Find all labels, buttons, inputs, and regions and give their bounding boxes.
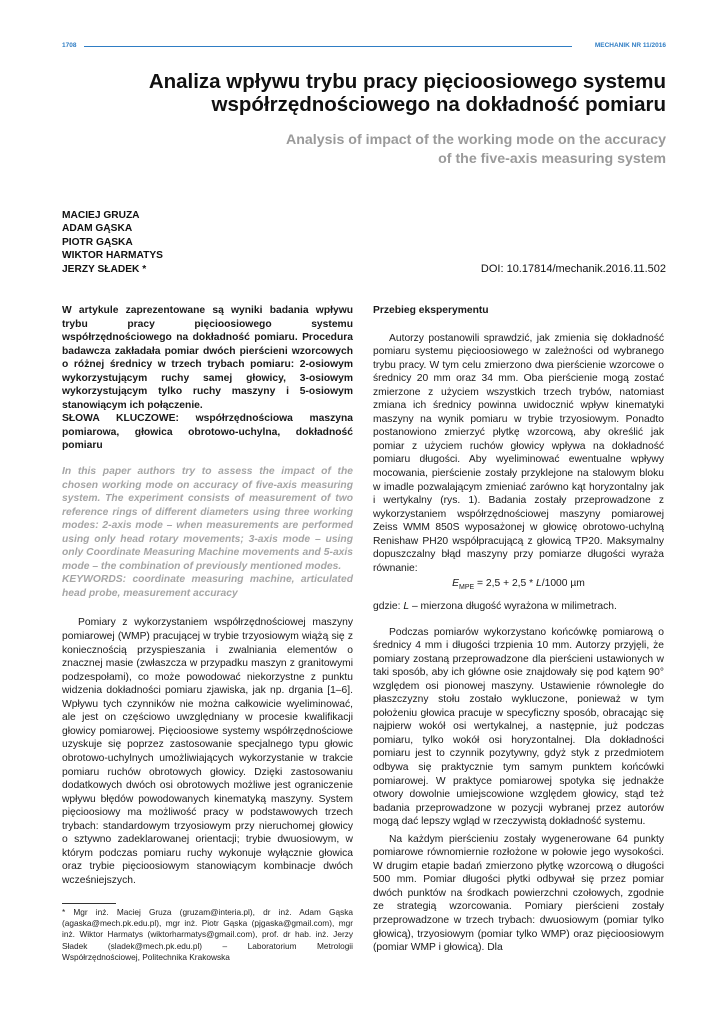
section-heading: Przebieg eksperymentu xyxy=(373,305,489,316)
keywords-pl: SŁOWA KLUCZOWE: współrzędnościowa maszyna pomiarowa, głowica obrotowo-uchylna, dokładność pomiaru xyxy=(62,413,353,452)
formula-variable: L xyxy=(536,578,542,590)
where-prefix: gdzie: xyxy=(373,600,404,612)
formula-expression: = 2,5 + 2,5 * xyxy=(474,578,536,590)
abstract-pl xyxy=(62,304,353,453)
right-column xyxy=(373,304,664,955)
footnote-rule xyxy=(62,903,116,904)
formula-subscript: MPE xyxy=(459,584,475,592)
header-rule xyxy=(84,46,572,47)
subtitle-line-2: of the five-axis measuring system xyxy=(438,151,666,167)
abstract-en xyxy=(62,465,353,600)
paragraph: Podczas pomiarów wykorzystano końcówkę pomiarową o średnicy 4 mm i długości trzpienia 10 mm. Autorzy przyjęli, że pomiary zostaną przeprowadzone dla pierścieni ustawionych w taki sposób, aby ich główne osie znajdowały się pod kątem 90° względem osi pionowej maszyny. Ustawienie równoległe do płaszczyzny stołu zostało wykluczone, ponieważ w tym położeniu głowica pracuje w specyficzny sposób, obracając się najpierw wokół osi wertykalnej, a następnie, już podczas pomiaru, tylko wokół osi horyzontalnej. Dla dokładności pomiaru jest to czynnik pozytywny, gdyż styk z przedmiotem odbywa się praktycznie tym samym punktem końcówki pomiarowej. W praktyce pomiarowej spotyka się jednakże otwory dowolnie umiejscowione względem głowicy, stąd też badania przeprowadzone w pozycji wybranej przez autorów mogą dać lepszy wgląd w rzeczywistą dokładność systemu. xyxy=(373,626,664,828)
where-variable: L xyxy=(403,600,410,612)
running-header xyxy=(62,38,666,52)
author: MACIEJ GRUZA xyxy=(62,210,140,221)
author-list xyxy=(62,209,163,276)
page-number: 1708 xyxy=(62,42,77,49)
author-footnote: * Mgr inż. Maciej Gruza (gruzam@interia.pl), dr inż. Adam Gąska (agaska@mech.pk.edu.pl), mgr inż. Piotr Gąska (pjgaska@gmail.com), mgr inż. Wiktor Harmatys (wiktorharmatys@gmail.com), prof. dr hab. inż. Jerzy Sładek (sladek@mech.pk.edu.pl) – Laboratorium Metrologii Współrzędnościowej, Politechnika Krakowska xyxy=(62,907,353,962)
author: JERZY SŁADEK * xyxy=(62,263,147,275)
journal-issue: MECHANIK NR 11/2016 xyxy=(594,42,666,49)
left-column xyxy=(62,304,353,887)
author: ADAM GĄSKA xyxy=(62,223,133,235)
article-title-en xyxy=(62,131,666,169)
abstract-en-text: In this paper authors try to assess the impact of the chosen working mode on accuracy of five-axis measuring system. The experiment consists of measurement of two reference rings of different diameters using three working modes: 2-axis mode – when measurements are performed using only head rotary movements; 3-axis mode – using only Coordinate Measuring Machine movements and 5-axis mode – the combination of previously mentioned modes. xyxy=(62,466,353,572)
mpe-formula xyxy=(373,577,664,595)
formula-unit: /1000 µm xyxy=(541,578,585,590)
subtitle-line-1: Analysis of impact of the working mode on the accuracy xyxy=(286,132,666,148)
formula-symbol: E xyxy=(452,578,459,590)
where-text: – mierzona długość wyrażona w milimetrach. xyxy=(409,600,617,612)
author: PIOTR GĄSKA xyxy=(62,236,133,248)
doi: DOI: 10.17814/mechanik.2016.11.502 xyxy=(480,263,666,275)
keywords-en: KEYWORDS: coordinate measuring machine, articulated head probe, measurement accuracy xyxy=(62,574,353,599)
author: WIKTOR HARMATYS xyxy=(62,250,163,262)
abstract-pl-text: W artykule zaprezentowane są wyniki badania wpływu trybu pracy pięcioosiowego systemu współrzędnościowego na dokładność pomiaru. Procedura badawcza zakładała pomiar dwóch pierścieni wzorcowych o różnej średnicy w trzech trybach pomiaru: 2-osiowym wykorzystującym ruchy samej głowicy, 3-osiowym wykorzystującym tylko ruchy maszyny i 5-osiowym stanowiącym ich połączenie. xyxy=(62,305,353,411)
intro-paragraph: Pomiary z wykorzystaniem współrzędnościowej maszyny pomiarowej (WMP) pracującej w trybie trzyosiowym wiążą się z koniecznością przyspieszania i zwalniania elementów o znacznej masie (zwłaszcza w przypadku maszyn z granitowymi podzespołami), co może powodować niekorzystne z punktu widzenia dokładności pomiaru zjawiska, jak np. drgania [1–6]. Wpływu tych czynników nie można całkowicie wyeliminować, ale jest on częściowo uwzględniany w procesie kwalifikacji głowicy pomiarowej. Pięcioosiowe systemy współrzędnościowe uzyskuje się poprzez zastosowanie specjalnego typu głowic obrotowo-uchylnych umożliwiających wykorzystanie w trakcie pomiaru ruchów obrotowych głowicy. Dzięki zastosowaniu dodatkowych dwóch osi obrotowych możliwe jest ograniczenie wpływu błędów powodowanych kinematyką maszyny. System pięcioosiowy ma możliwość pracy w podstawowych trzech trybach: standardowym trzyosiowym przy nieruchomej głowicy o sztywno zadeklarowanej orientacji; trybie dwuosiowym, w którym podczas pomiaru ruchy wykonuje wyłącznie głowica oraz trybie pięcioosiowym stanowiącym kombinacje dwóch wcześniejszych. xyxy=(62,617,353,886)
paragraph: Na każdym pierścieniu zostały wygenerowane 64 punkty pomiarowe równomiernie rozłożone w połowie jego wysokości. W drugim etapie badań zmierzono płytkę wzorcową o długości 500 mm. Pomiar długości płytki odbywał się przez pomiar dwóch punktów na środkach powierzchni czołowych, zgodnie ze strategią wzorcowania. Pomiary pierścieni zostały przeprowadzone w trzech trybach: dwuosiowym (pomiar tylko głowicą), trzyosiowym (pomiar tylko WMP) oraz pięcioosiowym (pomiar WMP i głowicą). Dla xyxy=(373,833,664,954)
title-line-1: Analiza wpływu trybu pracy pięcioosiowego systemu xyxy=(148,70,666,93)
article-title-pl xyxy=(62,70,666,116)
formula-explanation xyxy=(373,600,664,614)
paragraph: Autorzy postanowili sprawdzić, jak zmienia się dokładność pomiaru systemu pięcioosiowego w zależności od wybranego trybu pracy. W tym celu zmierzono dwa pierścienie wzorcowe o średnicy 20 mm oraz 34 mm. Oba pierścienie mogą zostać zmierzone z użyciem wszystkich trzech trybów, natomiast zmiana ich średnicy powinna uwidocznić wpływ kinematyki maszyny na wynik pomiaru w trybie trzyosiowym. Ponadto postanowiono zmierzyć płytkę wzorcową, aby określić jak pomiar z użyciem ruchów głowicy wpływa na dokładność pomiaru długości. Aby wyeliminować ewentualne wpływy mocowania, pierścienie zostały przyklejone na stalowym bloku w imadle pozwalającym zmieniać zarówno kąt horyzontalny jak i wertykalny (rys. 1). Badania zostały przeprowadzone z wykorzystaniem współrzędnościowej maszyny pomiarowej Zeiss WMM 850S wyposażonej w głowicę obrotowo-uchylną Renishaw PH20 współpracującą z głowicą TP20. Maksymalny dopuszczalny błąd maszyny przy pomiarze długości wyraża równanie: xyxy=(373,332,664,574)
title-line-2: współrzędnościowego na dokładność pomiaru xyxy=(211,93,666,116)
